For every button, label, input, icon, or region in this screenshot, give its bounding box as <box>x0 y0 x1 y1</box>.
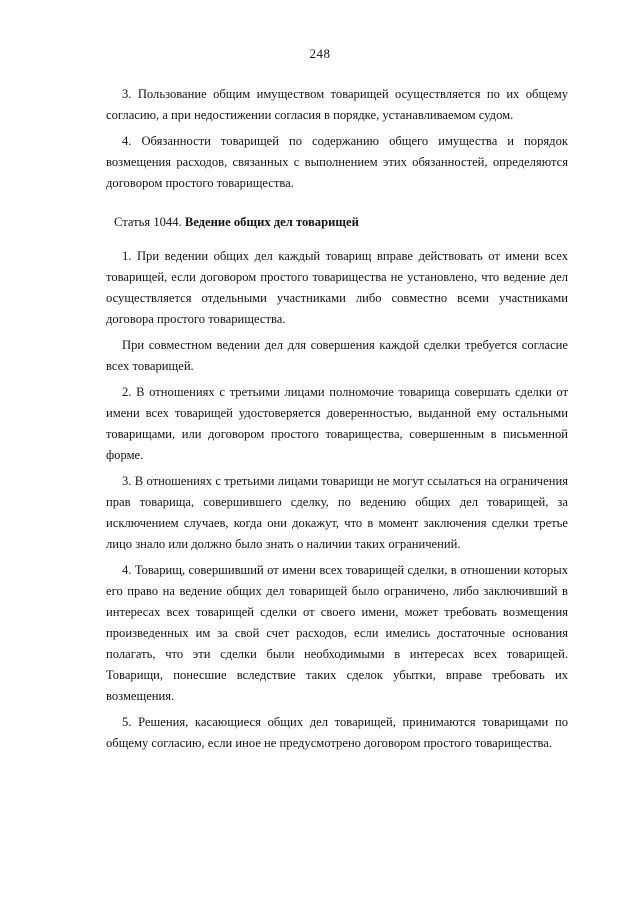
paragraph: 3. Пользование общим имуществом товарищей осуществляется по их общему согласию, а при недостижении согласия в порядке, устанавливаемом судом. <box>106 87 568 122</box>
paragraph: 1. При ведении общих дел каждый товарищ вправе действовать от имени всех товарищей, если договором простого товарищества не установлено, что ведение дел осуществляется отдельными участниками либо совместно всеми участниками договора простого товарищества. <box>106 249 568 326</box>
paragraph: При совместном ведении дел для совершения каждой сделки требуется согласие всех товарищей. <box>106 338 568 373</box>
paragraph: 5. Решения, касающиеся общих дел товарищей, принимаются товарищами по общему согласию, если иное не предусмотрено договором простого товарищества. <box>106 715 568 750</box>
paragraph: 4. Обязанности товарищей по содержанию общего имущества и порядок возмещения расходов, связанных с выполнением этих обязанностей, определяются договором простого товарищества. <box>106 134 568 190</box>
article-heading <box>106 212 568 233</box>
article-number: Статья 1044. <box>114 215 182 229</box>
article-title: Ведение общих дел товарищей <box>184 215 359 229</box>
paragraph: 2. В отношениях с третьими лицами полномочие товарища совершать сделки от имени всех товарищей удостоверяется доверенностью, выданной ему остальными товарищами, или договором простого товарищества, совершенным в письменной форме. <box>106 385 568 462</box>
page-number: 248 <box>309 46 331 61</box>
document-body <box>106 84 568 759</box>
paragraph: 4. Товарищ, совершивший от имени всех товарищей сделки, в отношении которых его право на ведение общих дел товарищей было ограничено, либо заключивший в интересах всех товарищей сделки от своего имени, может требовать возмещения произведенных им за свой счет расходов, если имелись достаточные основания полагать, что эти сделки были необходимыми в интересах всех товарищей. Товарищи, понесшие вследствие таких сделок убытки, вправе требовать их возмещения. <box>106 563 568 703</box>
paragraph: 3. В отношениях с третьими лицами товарищи не могут ссылаться на ограничения прав товарища, совершившего сделку, по ведению общих дел товарищей, за исключением случаев, когда они докажут, что в момент заключения сделки третье лицо знало или должно было знать о наличии таких ограничений. <box>106 474 568 551</box>
